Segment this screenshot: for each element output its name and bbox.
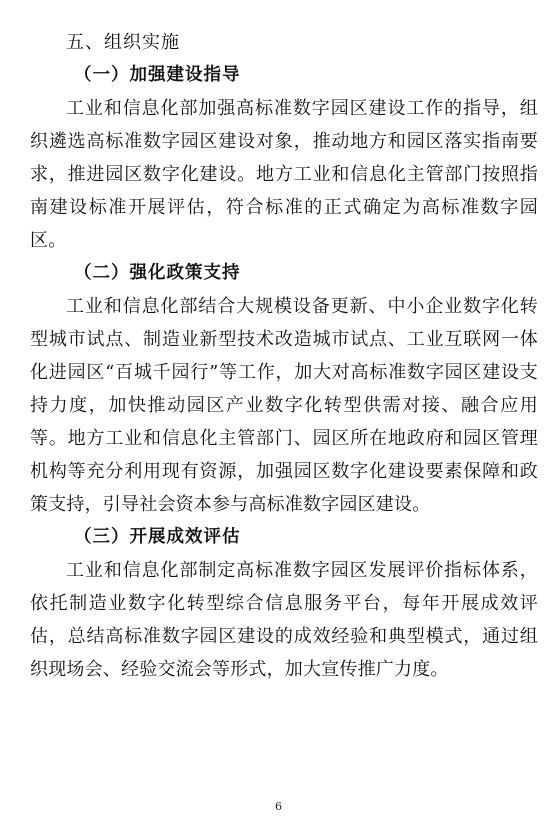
section-title: 五、组织实施 xyxy=(66,32,180,53)
page-content xyxy=(30,26,538,686)
subsection-paragraph-2: 工业和信息化部结合大规模设备更新、中小企业数字化转型城市试点、制造业新型技术改造城市试点、工业互联网一体化进园区“百城千园行”等工作，加大对高标准数字园区建设支持力度，加快推动园区产业数字化转型供需对接、融合应用等。地方工业和信息化主管部门、园区所在地政府和园区管理机构等充分利用现有资源，加强园区数字化建设要素保障和政策支持，引导社会资本参与高标准数字园区建设。 xyxy=(30,296,538,515)
subsection-paragraph-1: 工业和信息化部加强高标准数字园区建设工作的指导，组织遴选高标准数字园区建设对象，推动地方和园区落实指南要求，推进园区数字化建设。地方工业和信息化主管部门按照指南建设标准开展评估，符合标准的正式确定为高标准数字园区。 xyxy=(30,98,538,251)
subsection-paragraph-3: 工业和信息化部制定高标准数字园区发展评价指标体系，依托制造业数字化转型综合信息服务平台，每年开展成效评估，总结高标准数字园区建设的成效经验和典型模式，通过组织现场会、经验交流会等形式，加大宣传推广力度。 xyxy=(30,560,538,680)
page-number: 6 xyxy=(275,800,282,813)
subsection-heading-3: （三）开展成效评估 xyxy=(74,527,241,547)
subsection-heading-1: （一）加强建设指导 xyxy=(74,65,241,85)
subsection-heading-2: （二）强化政策支持 xyxy=(74,263,241,283)
